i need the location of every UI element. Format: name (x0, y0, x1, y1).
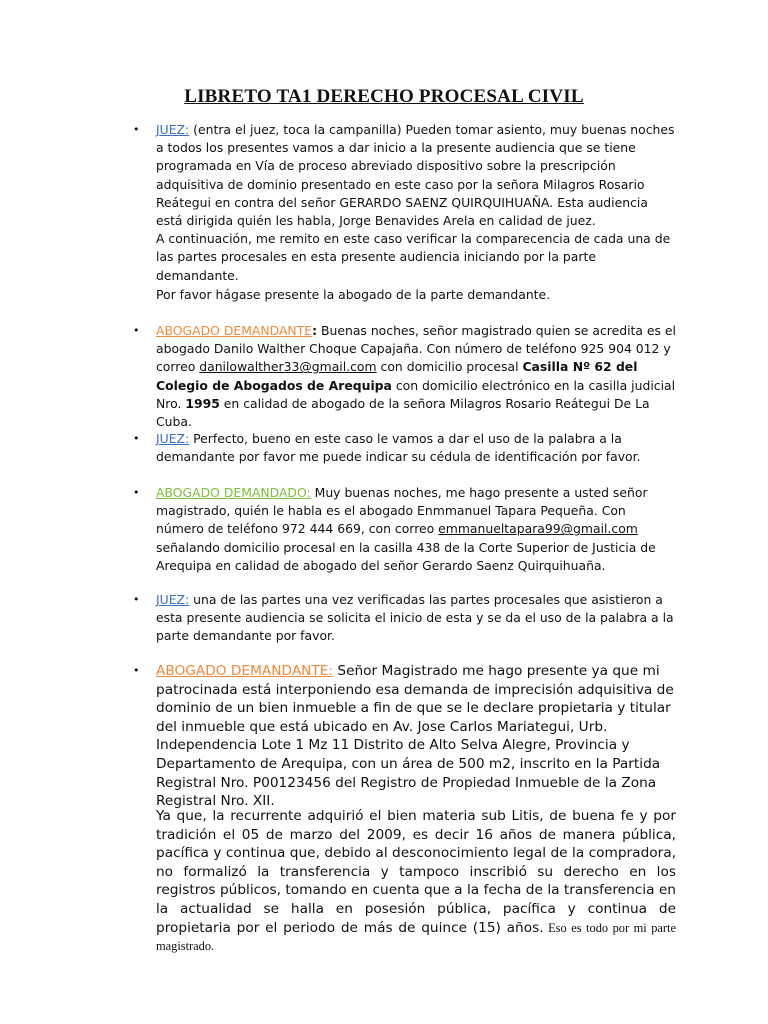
paragraph-juez-inicio (156, 591, 676, 646)
paragraph-text: (entra el juez, toca la campanilla) Pueden tomar asiento, muy buenas noches a todos los presentes vamos a dar inicio a la presente audiencia que se tiene programada en Vía de proceso abreviado dispositivo sobre la prescripción adquisitiva de dominio presentado en este caso por la señora Milagros Rosario Reátegui en contra del señor GERARDO SAENZ QUIRQUIHUAÑA. Esta audiencia está dirigida quién les habla, Jorge Benavides Arela en calidad de juez. (156, 122, 675, 229)
paragraph-demandante-fundamentos (156, 807, 676, 956)
paragraph-text: Señor Magistrado me hago presente ya que mi patrocinada está interponiendo esa demanda de imprecisión adquisitiva de dominio de un bien inmueble a fin de que se le declare propietaria y titular del inmueble que está ubicado en Av. Jose Carlos Mariategui, Urb. Independencia Lote 1 Mz 11 Distrito de Alto Selva Alegre, Provincia y Departamento de Arequipa, con un área de 500 m2, inscrito en la Partida Registral Nro. P00123456 del Registro de Propiedad Inmueble de la Zona Registral Nro. XII. (156, 663, 674, 810)
bullet: • (133, 123, 140, 136)
bullet: • (133, 432, 140, 445)
paragraph-text: señalando domicilio procesal en la casilla 438 de la Corte Superior de Justicia de Arequipa en calidad de abogado del señor Gerardo Saenz Quirquihuaña. (156, 539, 656, 573)
paragraph-abogado-demandado (156, 484, 676, 575)
paragraph-abogado-demandante (156, 322, 676, 431)
document-title: LIBRETO TA1 DERECHO PROCESAL CIVIL (184, 86, 584, 107)
paragraph-juez-opening (156, 121, 676, 285)
bullet: • (133, 664, 140, 677)
paragraph-text: una de las partes una vez verificadas las partes procesales que asistieron a esta presente audiencia se solicita el inicio de esta y se da el uso de la palabra a la parte demandante por favor. (156, 592, 674, 644)
speaker-label-juez: JUEZ: (156, 431, 190, 446)
speaker-label-demandado: ABOGADO DEMANDADO: (156, 485, 311, 500)
email-link[interactable]: emmanueltapara99@gmail.com (438, 521, 638, 537)
paragraph-juez-request (156, 286, 676, 304)
colon: : (312, 323, 318, 338)
paragraph-text: A continuación, me remito en este caso verificar la comparecencia de cada una de las partes procesales en esta presente audiencia iniciando por la parte demandante. (156, 231, 671, 283)
paragraph-text: Muy buenas noches, me hago presente a usted señor magistrado, quién le habla es el abogado Enmmanuel Tapara Pequeña. Con número de teléfono 972 444 669, con correo (156, 485, 648, 537)
speaker-label-demandante: ABOGADO DEMANDANTE (156, 323, 313, 338)
paragraph-text: en calidad de abogado de la señora Milagros Rosario Reátegui De La Cuba. (156, 395, 650, 430)
closing-remark: Eso es todo por mi parte magistrado. (156, 920, 677, 954)
paragraph-text: con domicilio procesal (376, 359, 523, 375)
bullet: • (133, 324, 140, 337)
bullet: • (133, 486, 140, 499)
paragraph-text: con domicilio electrónico en la casilla judicial Nro. (156, 377, 676, 411)
bold-text: 1995 (185, 395, 220, 411)
paragraph-text: Perfecto, bueno en este caso le vamos a dar el uso de la palabra a la demandante por favor me puede indicar su cédula de identificación por favor. (156, 431, 641, 465)
speaker-label-juez: JUEZ: (156, 122, 190, 137)
paragraph-demandante-alegato (156, 662, 676, 811)
speaker-label-juez: JUEZ: (156, 592, 190, 607)
bullet: • (133, 593, 140, 606)
paragraph-text: Por favor hágase presente la abogado de la parte demandante. (156, 287, 551, 302)
email-link[interactable]: danilowalther33@gmail.com (199, 359, 377, 375)
speaker-label-demandante: ABOGADO DEMANDANTE: (156, 663, 334, 679)
paragraph-text: Ya que, la recurrente adquirió el bien materia sub Litis, de buena fe y por tradición el 05 de marzo del 2009, es decir 16 años de manera pública, pacífica y continua que, debido al desconocimiento legal de la compradora, no formalizó la transferencia y tampoco inscribió su derecho en los registros públicos, tomando en cuenta que a la fecha de la transferencia en la actualidad se halla en posesión pública, pacífica y continua de propietaria por el periodo de más de quince (15) años. (156, 808, 676, 936)
paragraph-juez-perfecto (156, 430, 676, 466)
bold-text: Casilla Nº 62 del Colegio de Abogados de Arequipa (156, 359, 638, 393)
paragraph-text: Buenas noches, señor magistrado quien se acredita es el abogado Danilo Walther Choque Capajaña. Con número de teléfono 925 904 012 y correo (156, 323, 676, 375)
